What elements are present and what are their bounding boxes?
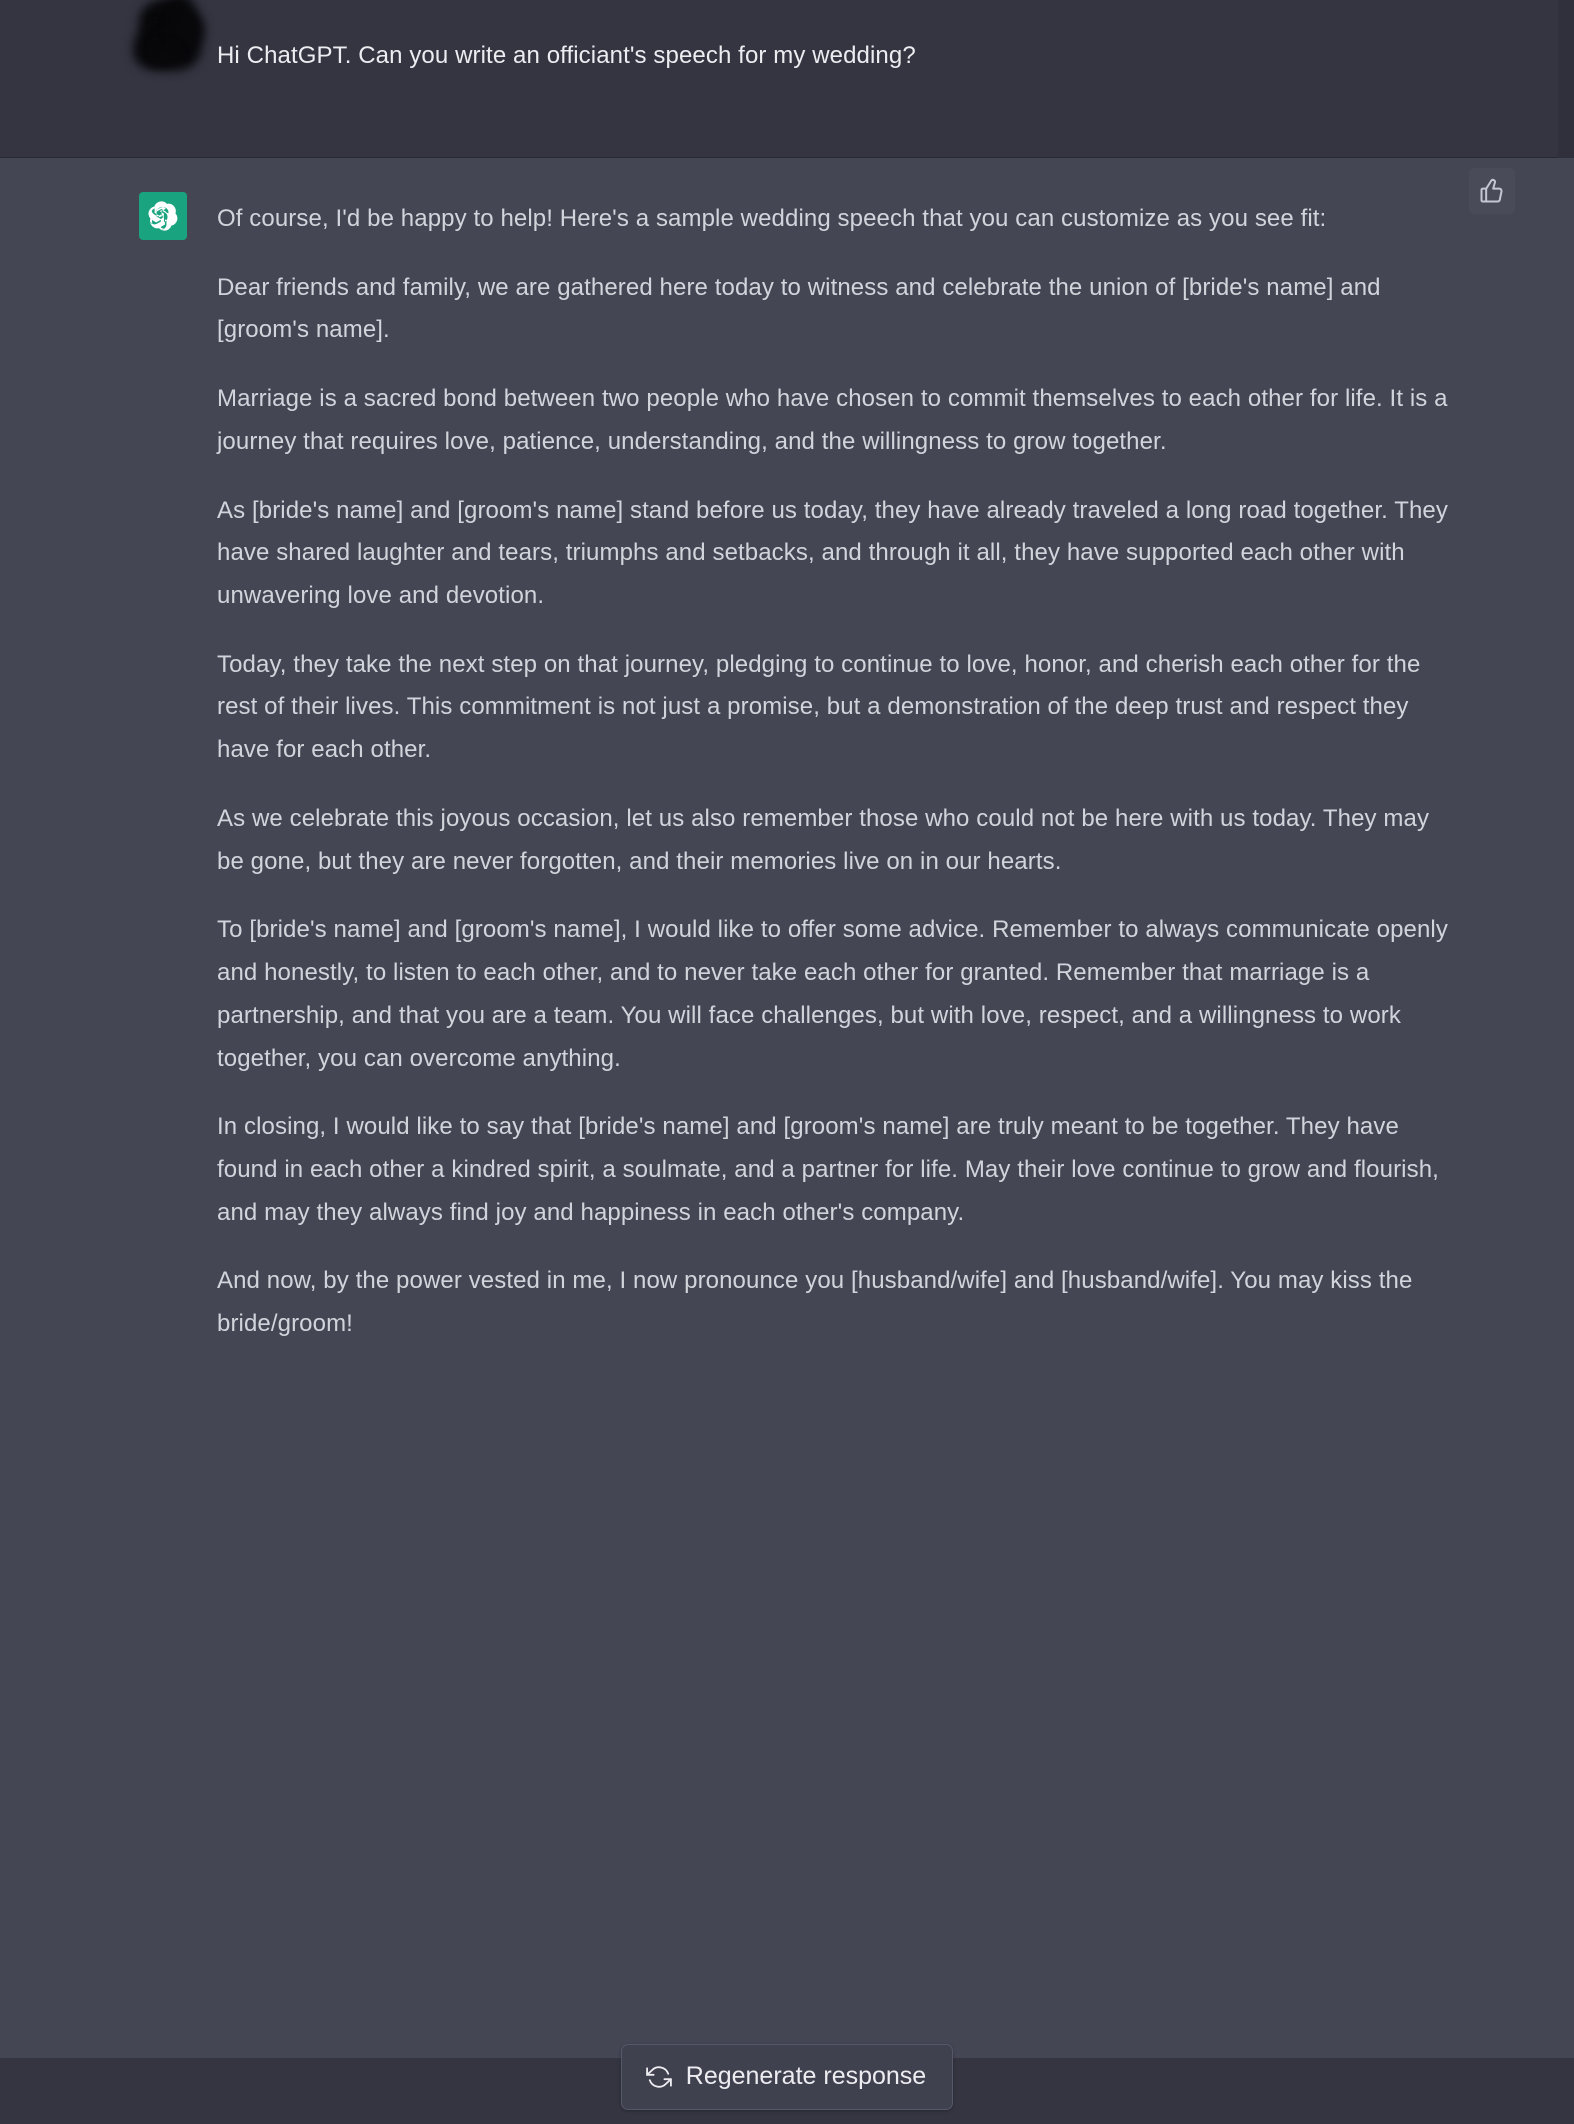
assistant-paragraph: In closing, I would like to say that [bride's name] and [groom's name] are truly meant to be together. They have found in each other a kindred spirit, a soulmate, and a partner for life. May their love continue to grow and flourish, and may they always find joy and happiness in each other's company. (217, 1113, 1439, 1226)
regenerate-response-button[interactable] (621, 2044, 953, 2110)
user-message-body (217, 34, 1449, 78)
assistant-avatar-column (139, 198, 187, 240)
user-avatar (137, 16, 185, 64)
thumbs-up-button[interactable] (1469, 168, 1515, 214)
thumbs-up-icon (1478, 177, 1506, 205)
assistant-paragraph: Today, they take the next step on that journey, pledging to continue to love, honor, and cherish each other for the rest of their lives. This commitment is not just a promise, but a demonstration of the deep trust and respect they have for each other. (217, 650, 1421, 764)
assistant-paragraph: Dear friends and family, we are gathered here today to witness and celebrate the union of [bride's name] and [groom's name]. (217, 273, 1381, 344)
chatgpt-logo (139, 192, 187, 240)
assistant-paragraph: Of course, I'd be happy to help! Here's a sample wedding speech that you can customize as you see fit: (217, 205, 1327, 232)
regenerate-response-label: Regenerate response (685, 2062, 927, 2090)
user-avatar-column (139, 34, 187, 64)
assistant-message-row (0, 158, 1574, 2058)
user-message-row (0, 0, 1574, 158)
assistant-paragraph: To [bride's name] and [groom's name], I would like to offer some advice. Remember to always communicate openly and honestly, to listen to each other, and to never take each other for granted. Remember that marriage is a partnership, and that you are a team. You will face challenges, but with love, respect, and a willingness to work together, you can overcome anything. (217, 916, 1448, 1072)
refresh-icon (646, 2064, 672, 2090)
assistant-message-inner (125, 158, 1449, 1406)
user-message-inner (125, 0, 1449, 78)
assistant-paragraph: Marriage is a sacred bond between two people who have chosen to commit themselves to each other for life. It is a journey that requires love, patience, understanding, and the willingness to grow together. (217, 385, 1448, 455)
assistant-paragraph: As [bride's name] and [groom's name] stand before us today, they have already traveled a long road together. They have shared laughter and tears, triumphs and setbacks, and through it all, they have supported each other with unwavering love and devotion. (217, 496, 1448, 610)
right-edge-strip (1558, 0, 1574, 158)
assistant-message-body (217, 198, 1449, 1346)
assistant-paragraph: As we celebrate this joyous occasion, let us also remember those who could not be here with us today. They may be gone, but they are never forgotten, and their memories live on in our hearts. (217, 804, 1430, 875)
assistant-paragraph: And now, by the power vested in me, I now pronounce you [husband/wife] and [husband/wife]. You may kiss the bride/groom! (217, 1267, 1413, 1338)
user-message-text: Hi ChatGPT. Can you write an officiant's speech for my wedding? (217, 42, 916, 69)
